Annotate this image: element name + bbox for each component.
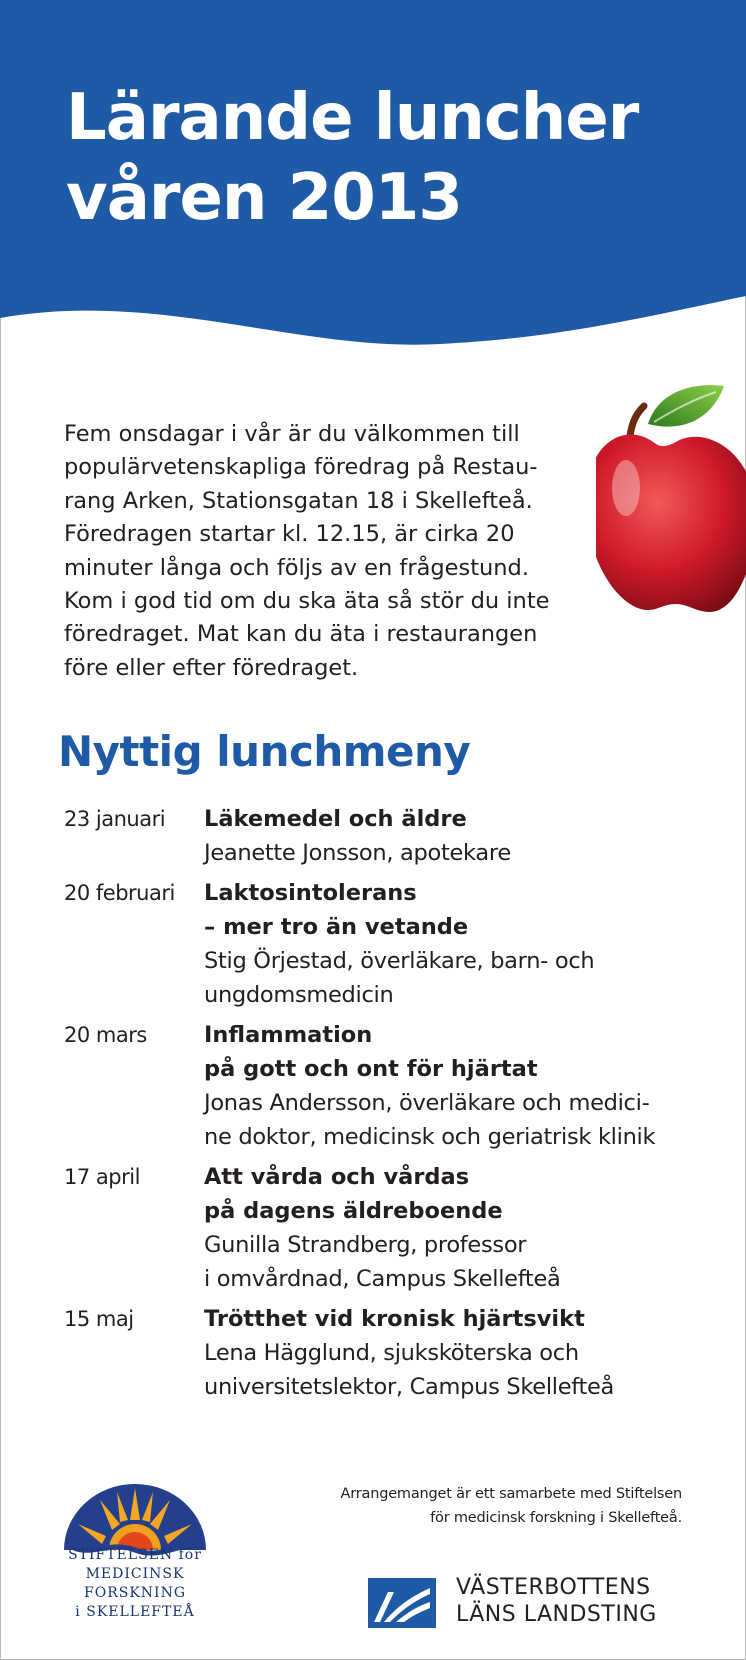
event-title: Laktosintolerans – mer tro än vetande [204, 879, 469, 940]
event-date: 17 april [64, 1164, 140, 1189]
event-title: Inflammation på gott och ont för hjärtat [204, 1021, 538, 1082]
event-speaker: Stig Örjestad, överläkare, barn- och ungdomsmedicin [204, 947, 595, 1008]
page-title [66, 78, 638, 238]
event-list [64, 802, 704, 1410]
intro-paragraph: Fem onsdagar i vår är du välkommen till populärvetenskapliga föredrag på Restau- rang Arken, Stationsgatan 18 i Skellefteå. Föredragen startar kl. 12.15, är cirka 20 minuter långa och följs av en frågestund. Kom i god tid om du ska äta så stör du inte föredraget. Mat kan du äta i restaurangen före eller efter föredraget. [64, 421, 550, 681]
event-date: 20 februari [64, 880, 175, 905]
foundation-logo-text: STIFTELSEN för MEDICINSK FORSKNING i SKELLEFTEÅ [68, 1547, 202, 1620]
event-item [64, 876, 704, 1013]
menu-heading: Nyttig lunchmeny [58, 727, 471, 776]
vll-logo-text: VÄSTERBOTTENS LÄNS LANDSTING [456, 1575, 657, 1627]
event-speaker: Lena Hägglund, sjuksköterska och universitetslektor, Campus Skellefteå [204, 1339, 615, 1400]
event-speaker: Jeanette Jonsson, apotekare [204, 840, 511, 866]
title-line-1: Lärande luncher [66, 81, 639, 155]
event-date: 15 maj [64, 1306, 134, 1331]
event-date: 23 januari [64, 807, 166, 831]
event-title: Läkemedel och äldre [204, 806, 467, 832]
event-item [64, 1018, 704, 1155]
event-item [64, 802, 704, 871]
event-date: 20 mars [64, 1022, 147, 1047]
event-title: Trötthet vid kronisk hjärtsvikt [204, 1305, 585, 1332]
vll-logo-icon [368, 1578, 436, 1628]
event-speaker: Jonas Andersson, överläkare och medici- ne doktor, medicinsk och geriatrisk klinik [204, 1089, 656, 1150]
event-item [64, 1160, 704, 1297]
apple-icon [596, 384, 746, 622]
collaboration-note: Arrangemanget är ett samarbete med Stiftelsen för medicinsk forskning i Skellefteå. [340, 1486, 682, 1526]
event-title: Att vårda och vårdas på dagens äldreboende [204, 1163, 503, 1224]
title-line-2: våren 2013 [66, 161, 462, 235]
event-speaker: Gunilla Strandberg, professor i omvårdnad, Campus Skellefteå [204, 1231, 561, 1292]
event-item [64, 1302, 704, 1405]
